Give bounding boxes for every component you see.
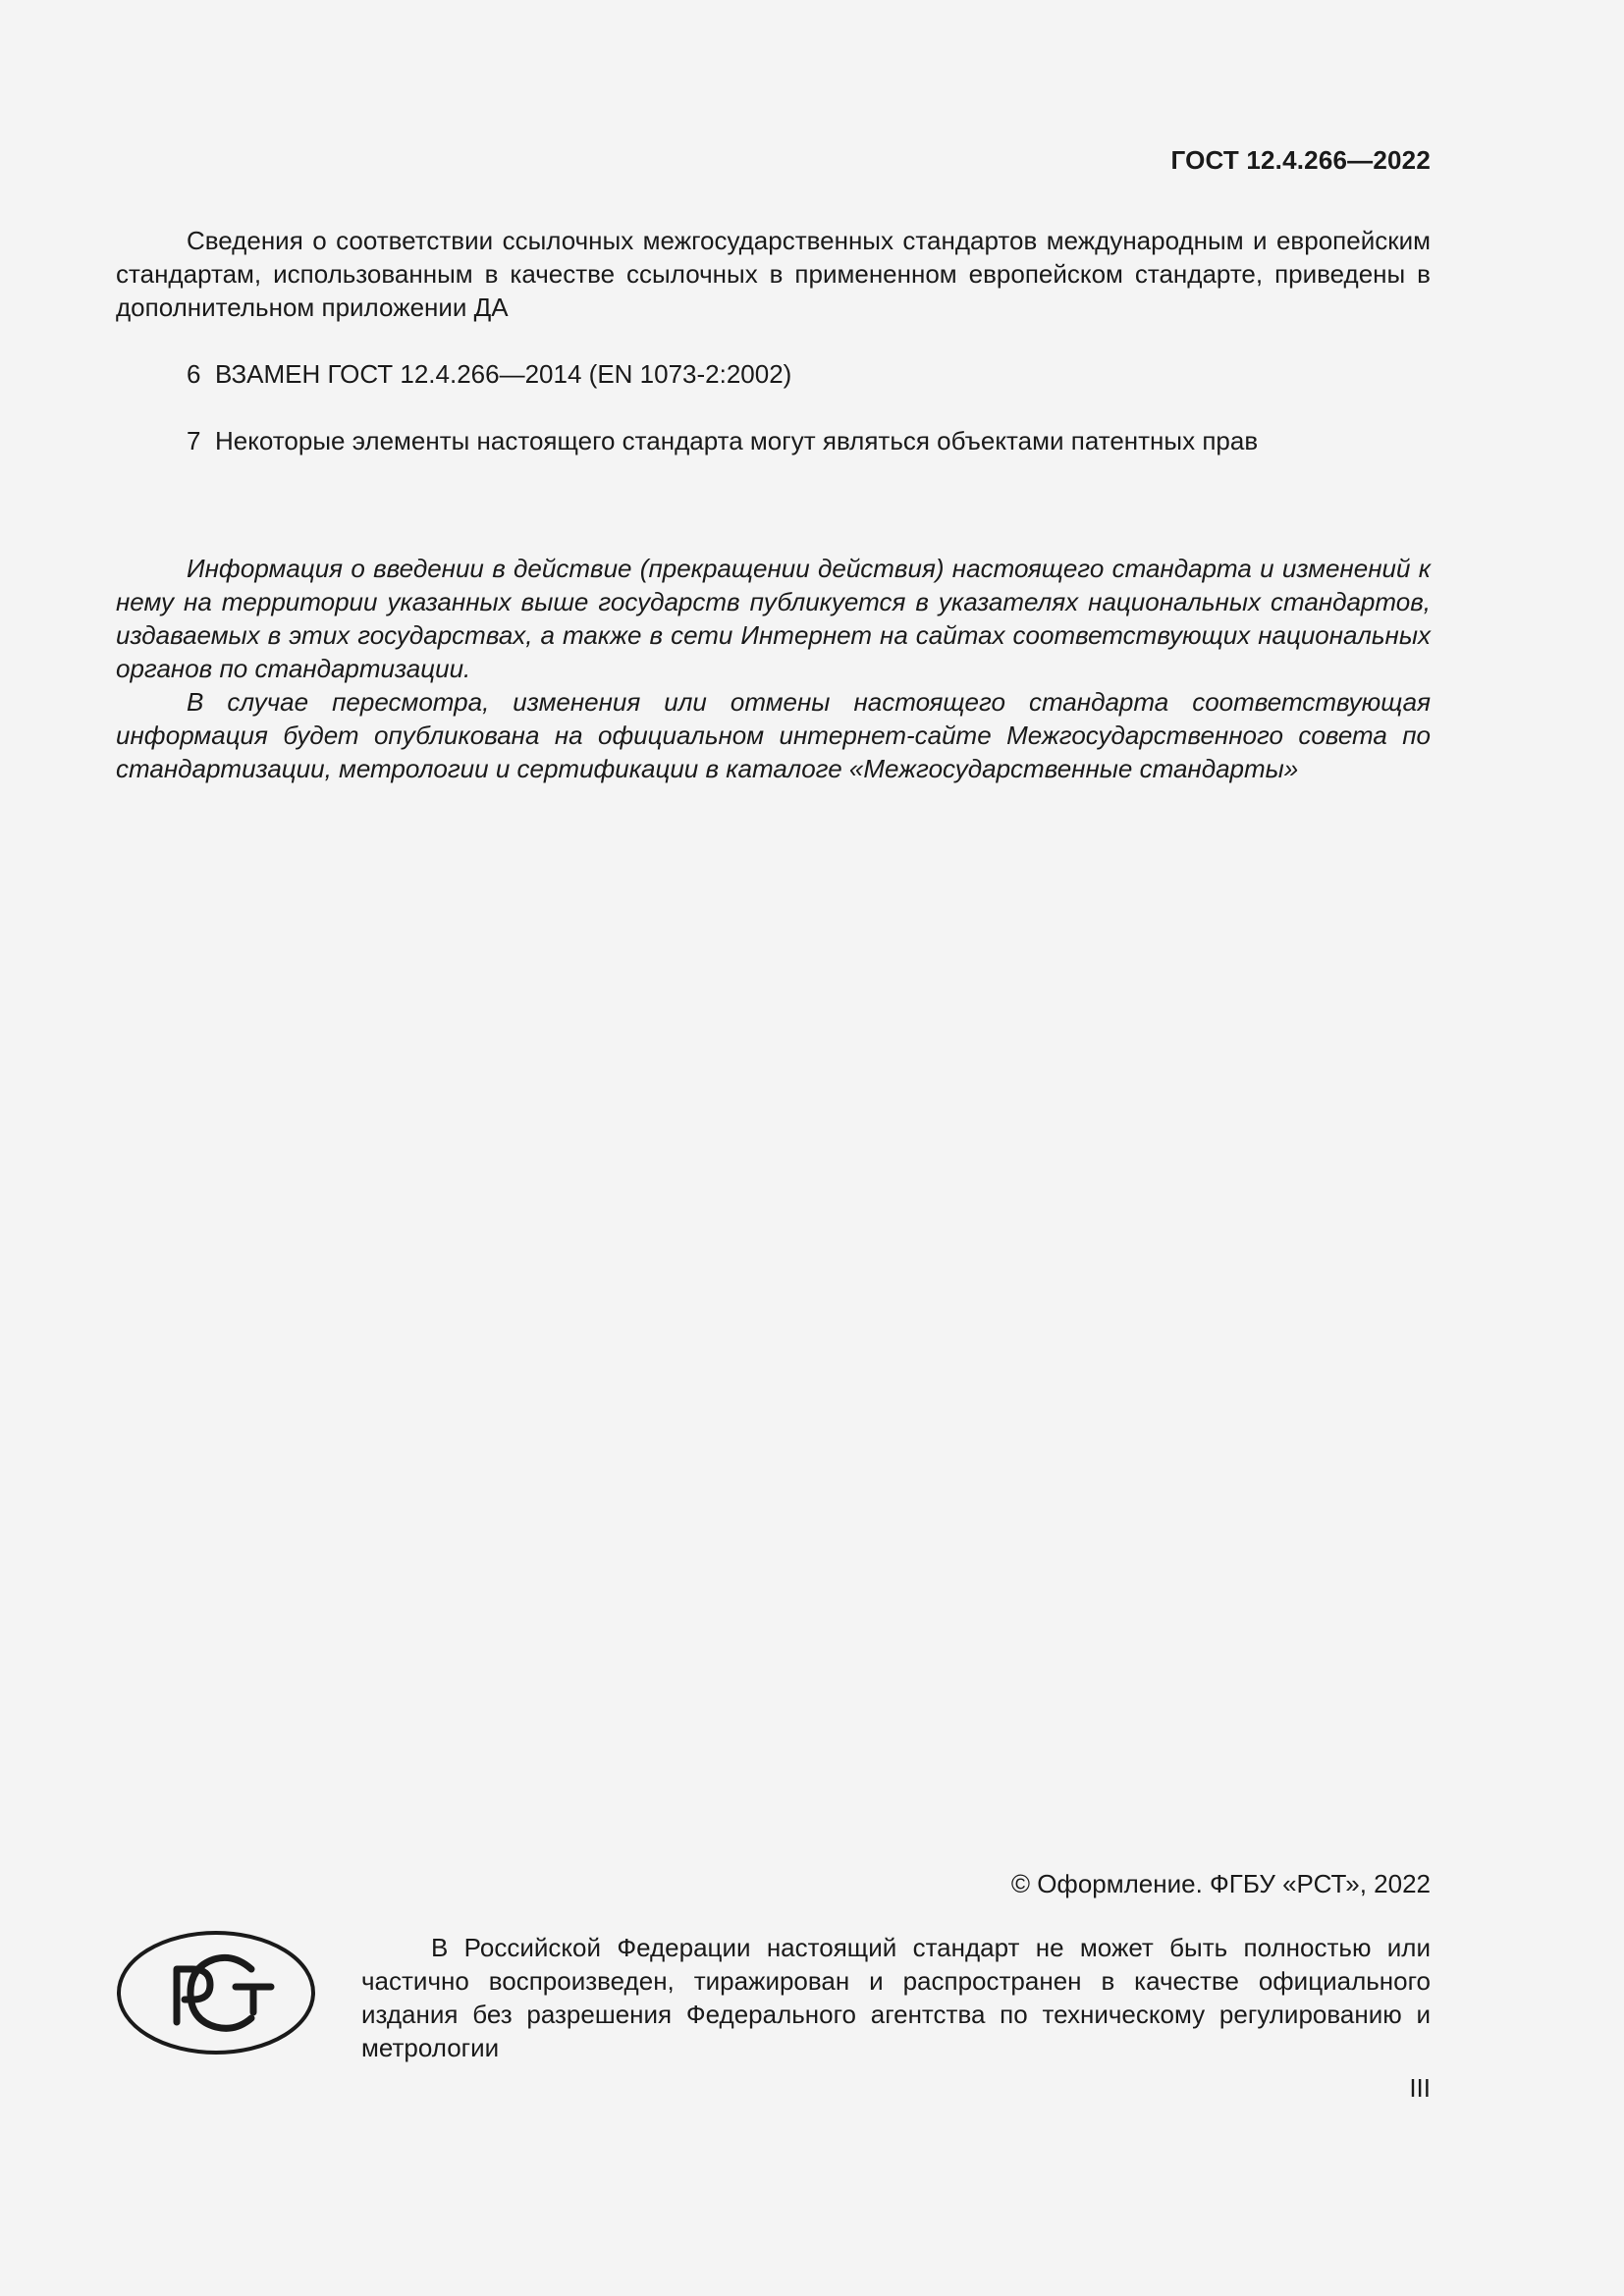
item-7-text: Некоторые элементы настоящего стандарта могут являться объектами патентных прав: [215, 426, 1259, 455]
document-code-header: ГОСТ 12.4.266—2022: [1170, 145, 1431, 175]
info-paragraph-1: Информация о введении в действие (прекращении действия) настоящего стандарта и изменений к нему на территории указанных выше государств публикуется в указателях национальных стандартов, издаваемых в этих государствах, а также в сети Интернет на сайтах соответствующих национальных органов по стандартизации.: [116, 554, 1431, 683]
rst-logo-icon: [116, 1930, 316, 2056]
references-paragraph-block: [116, 224, 1431, 324]
info-paragraph-2: В случае пересмотра, изменения или отмены настоящего стандарта соответствующая информация будет опубликована на официальном интернет-сайте Межгосударственного совета по стандартизации, метрологии и сертификации в каталоге «Межгосударственные стандарты»: [116, 687, 1431, 783]
references-paragraph: Сведения о соответствии ссылочных межгосударственных стандартов международным и европейским стандартам, использованным в качестве ссылочных в примененном европейском стандарте, приведены в дополнительном приложении ДА: [116, 226, 1431, 322]
page-number: III: [1409, 2073, 1431, 2103]
item-7: [116, 424, 1431, 457]
copyright-notice: В Российской Федерации настоящий стандарт не может быть полностью или частично воспроизведен, тиражирован и распространен в качестве официального издания без разрешения Федерального агентства по техническому регулированию и метрологии: [361, 1933, 1431, 2062]
item-6-number: 6: [187, 359, 201, 389]
item-6-text: ВЗАМЕН ГОСТ 12.4.266—2014 (EN 1073-2:2002): [215, 359, 792, 389]
item-6: [116, 357, 1431, 391]
info-block: [116, 552, 1431, 785]
item-7-block: [116, 424, 1431, 457]
copyright-notice-block: [361, 1931, 1431, 2064]
item-6-block: [116, 357, 1431, 391]
item-7-number: 7: [187, 426, 201, 455]
copyright-line: © Оформление. ФГБУ «РСТ», 2022: [1010, 1869, 1431, 1898]
